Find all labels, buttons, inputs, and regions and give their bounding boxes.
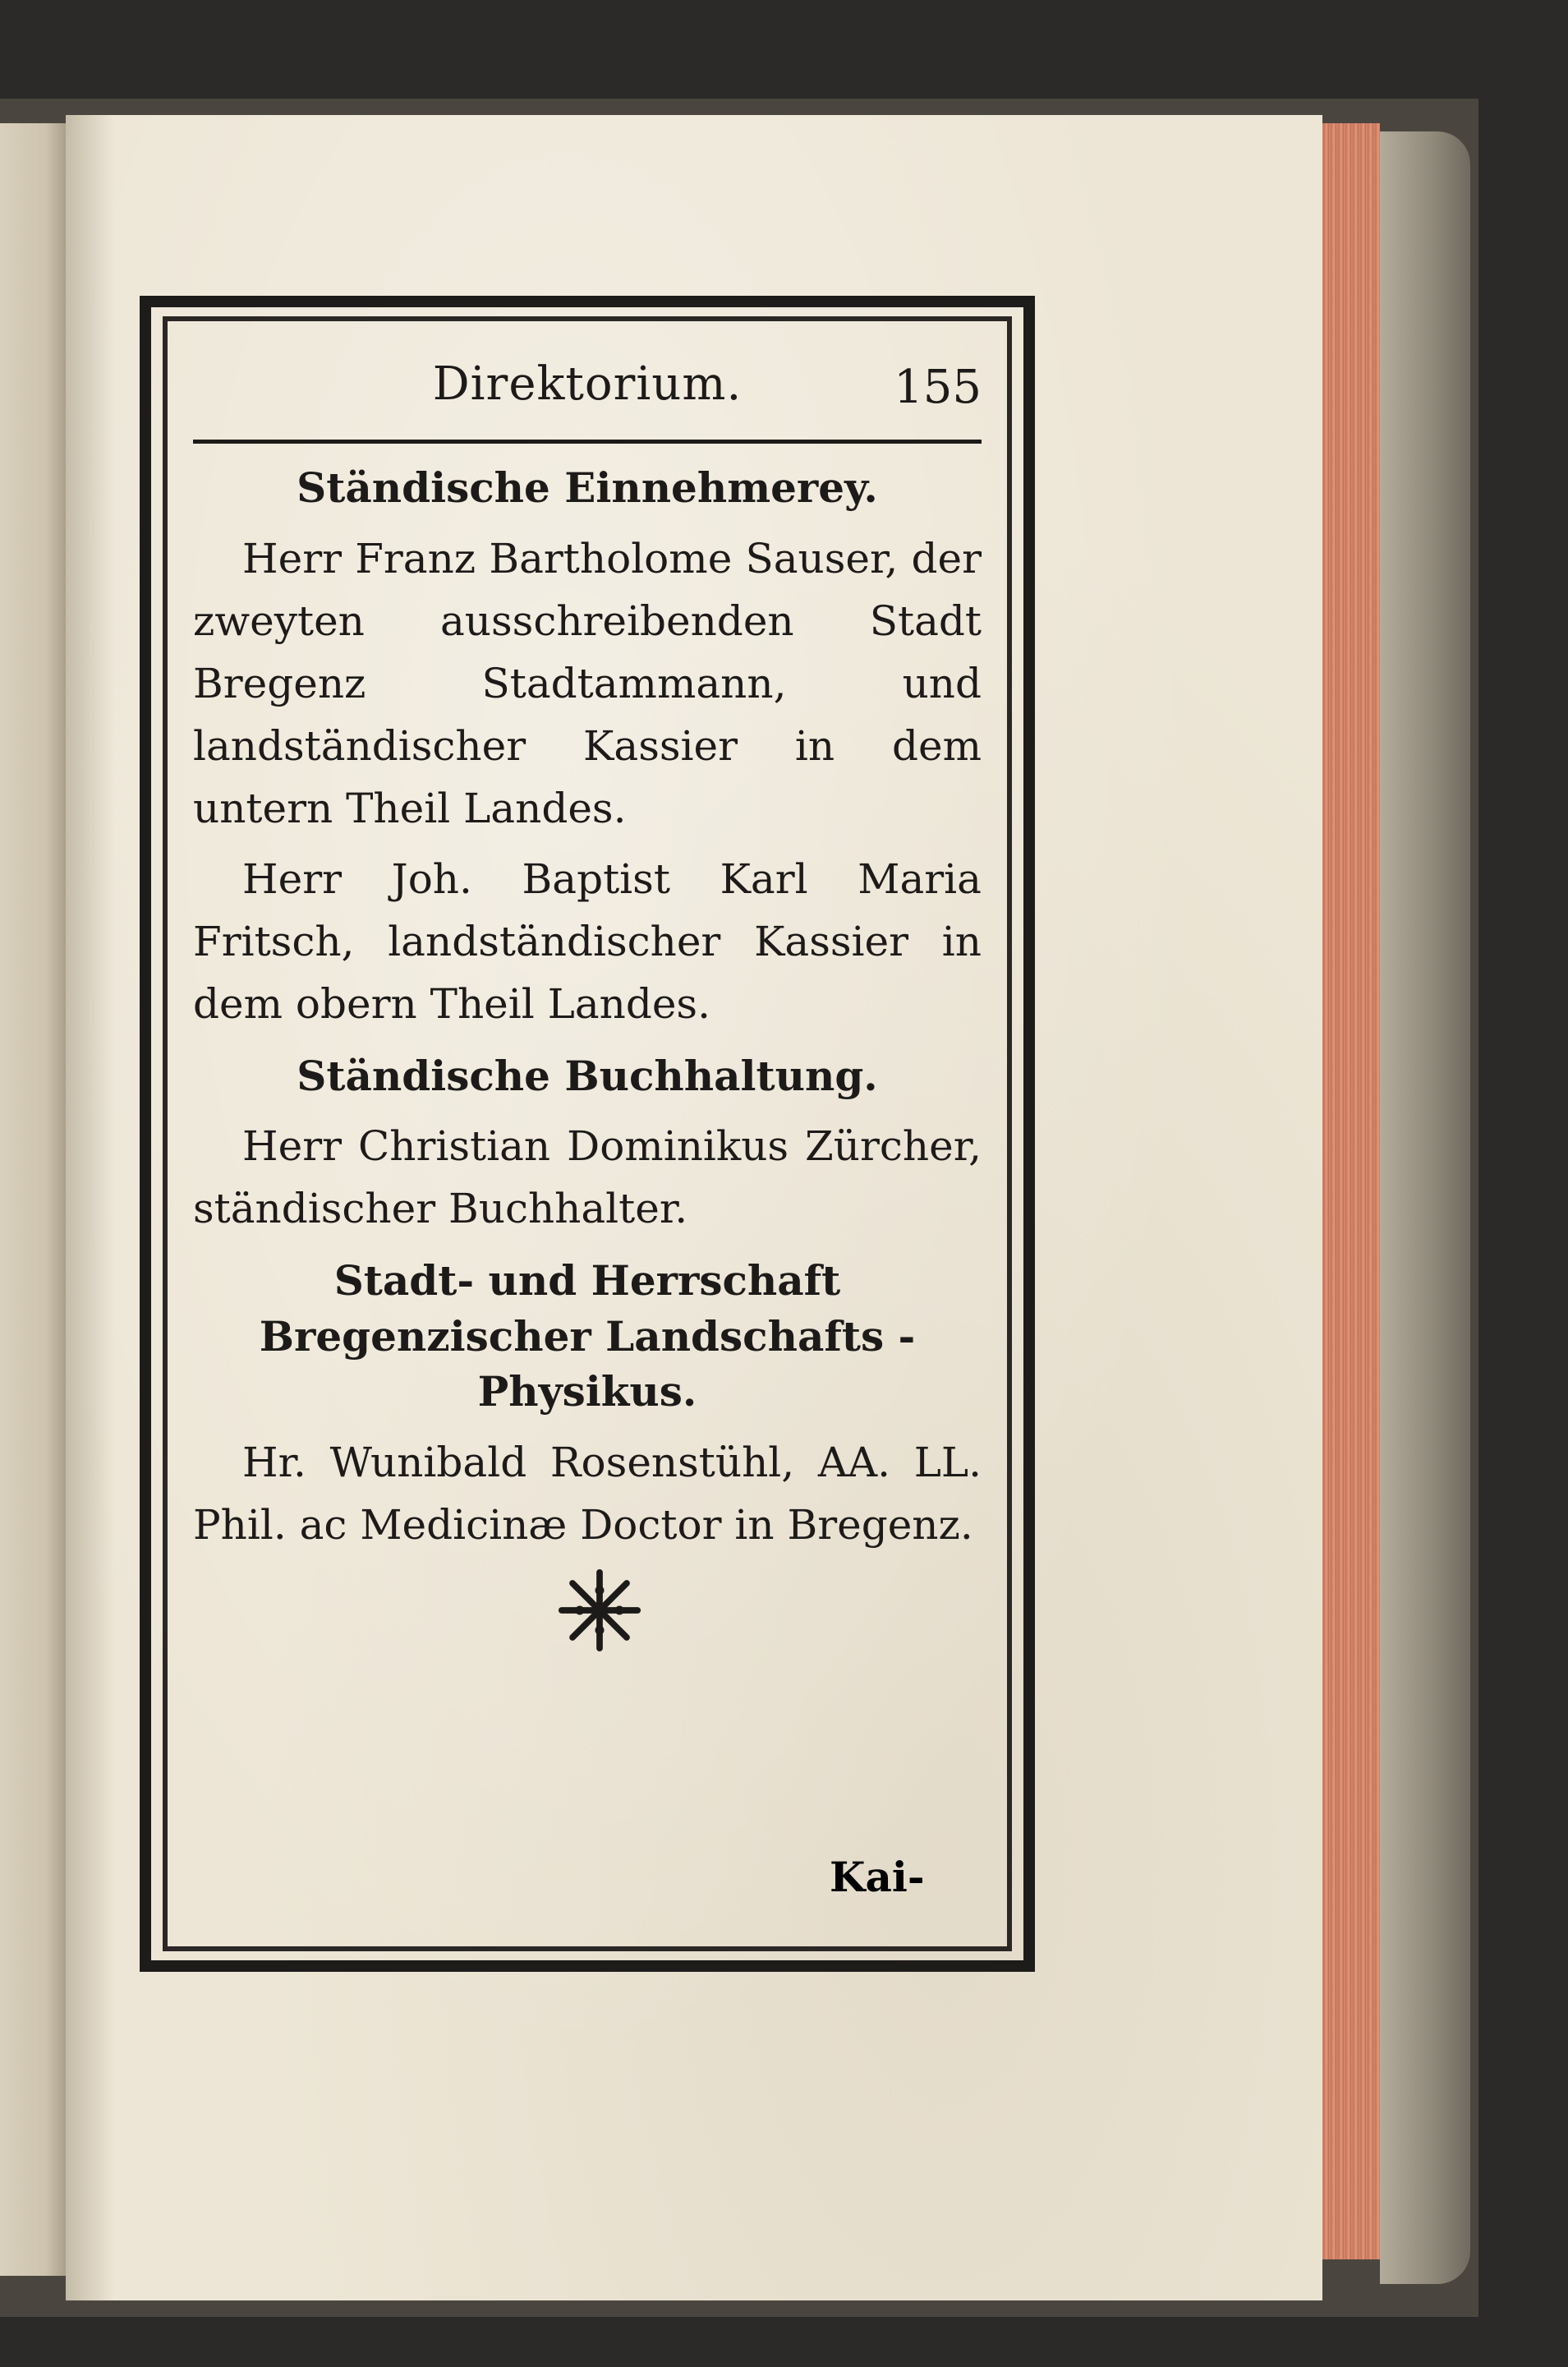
page-edges — [1314, 123, 1380, 2259]
page-gutter — [66, 115, 115, 2300]
running-head — [193, 349, 982, 440]
section-heading-buchhaltung: Ständische Buchhaltung. — [297, 1051, 878, 1100]
page-title: Direktorium. — [432, 357, 743, 411]
entry-fritsch: Herr Joh. Baptist Karl Maria Fritsch, landständischer Kassier in dem obern Theil Landes. — [193, 854, 982, 1028]
entry-sauser: Herr Franz Bartholome Sauser, der zweyten ausschreibenden Stadt Bregenz Stadtammann, und landständischer Kassier in dem untern Theil Landes. — [193, 534, 982, 832]
section-heading-einnehmerey: Ständische Einnehmerey. — [297, 463, 878, 512]
entry-rosenstuehl: Hr. Wunibald Rosenstühl, AA. LL. Phil. ac Medicinæ Doctor in Bregenz. — [193, 1438, 982, 1549]
asterism-ornament-icon — [554, 1565, 645, 1656]
header-rule — [193, 440, 982, 444]
entry-zuercher: Herr Christian Dominikus Zürcher, ständischer Buchhalter. — [193, 1122, 982, 1232]
book-cover-edge — [1380, 131, 1470, 2284]
section-heading-physikus: Stadt- und Herrschaft Bregenzischer Landschafts - Physikus. — [259, 1256, 916, 1416]
catchword: Kai- — [830, 1853, 925, 1901]
page-content — [193, 349, 982, 1564]
left-page-edge — [0, 123, 66, 2276]
page-number: 155 — [894, 361, 982, 414]
